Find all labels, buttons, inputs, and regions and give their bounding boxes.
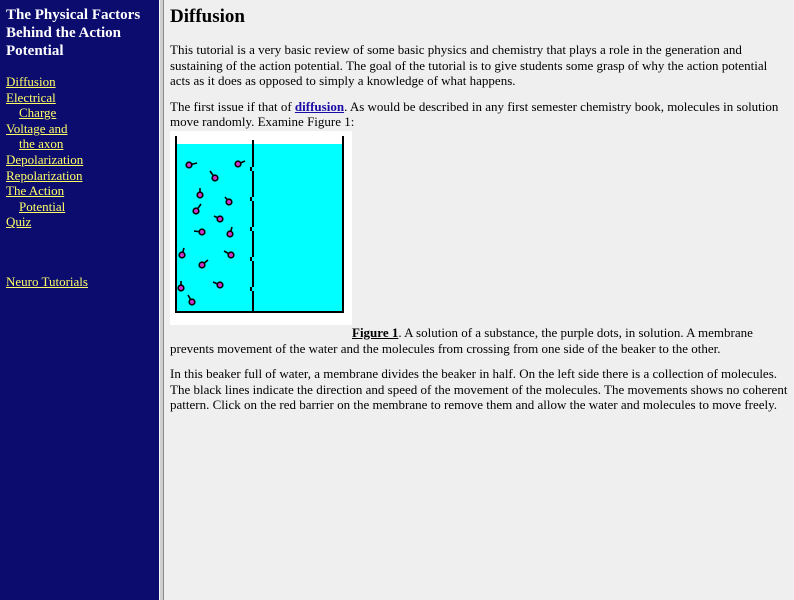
- nav-link-quiz[interactable]: [6, 214, 155, 230]
- molecule: [189, 299, 195, 305]
- main-content: [170, 6, 790, 423]
- first-issue-text-cont: . As would be described in any first semester chemistry book, molecules in solution move randomly. Examine Figure 1:: [170, 98, 779, 130]
- diffusion-link[interactable]: diffusion: [294, 98, 345, 114]
- figure-caption-text: . A solution of a substance, the purple dots, in solution. A membrane prevents movement of the water and the molecules from crossing from one side of the beaker to the other.: [170, 324, 753, 356]
- figure-label: Figure 1: [352, 324, 399, 340]
- figure-1: [170, 131, 790, 325]
- molecule: [197, 192, 203, 198]
- nav-link-voltage-axon[interactable]: [6, 121, 155, 152]
- molecule: [199, 262, 205, 268]
- first-issue-text: The first issue if that of: [170, 98, 295, 114]
- water: [176, 144, 343, 312]
- nav-link-label: Quiz: [6, 214, 32, 230]
- molecule: [227, 231, 233, 237]
- molecule: [178, 285, 184, 291]
- molecule: [186, 162, 192, 168]
- molecule: [212, 175, 218, 181]
- page-title: Diffusion: [170, 6, 245, 27]
- nav-link-label: Repolarization: [6, 167, 83, 183]
- nav-link-repolarization[interactable]: [6, 168, 155, 184]
- nav-spacer: [6, 230, 155, 274]
- nav-link-label: Electrical: [6, 89, 56, 105]
- intro-paragraph: This tutorial is a very basic review of some basic physics and chemistry that plays a role in the generation and sustaining of the action potential. The goal of the tutorial is to give students some grasp of why the action potential acts as it does as opposed to simply a knowledge of what happens.: [170, 42, 768, 89]
- nav-link-neuro-tutorials[interactable]: [6, 274, 155, 290]
- nav-link-label: Diffusion: [6, 74, 56, 89]
- molecule: [228, 252, 234, 258]
- molecule: [235, 161, 241, 167]
- nav-link-electrical-charge[interactable]: [6, 90, 155, 121]
- molecule: [226, 199, 232, 205]
- molecule: [199, 229, 205, 235]
- figure-caption: [170, 325, 790, 356]
- nav-link-label-cont: Potential: [19, 198, 66, 214]
- molecule: [217, 216, 223, 222]
- nav-link-depolarization[interactable]: [6, 152, 155, 168]
- nav-link-label: Depolarization: [6, 151, 84, 167]
- nav-link-label: The Action: [6, 183, 65, 199]
- molecule: [179, 252, 185, 258]
- beaker-diagram[interactable]: [170, 131, 352, 325]
- sidebar: [0, 0, 159, 600]
- nav-link-label-cont: the axon: [19, 136, 64, 152]
- nav-link-label: Voltage and: [6, 120, 68, 136]
- explanation-paragraph: In this beaker full of water, a membrane divides the beaker in half. On the left side there is a collection of molecules. The black lines indicate the direction and speed of the movement of the molecules. The movements shows no coherent pattern. Click on the red barrier on the membrane to remove them and allow the water and molecules to move freely.: [170, 366, 788, 413]
- molecule: [217, 282, 223, 288]
- frame-divider[interactable]: [159, 0, 164, 600]
- nav-link-label: Neuro Tutorials: [6, 273, 88, 289]
- first-issue-paragraph: [170, 99, 790, 130]
- nav-link-label-cont: Charge: [19, 105, 57, 121]
- nav-link-diffusion[interactable]: [6, 74, 155, 90]
- sidebar-title: The Physical Factors Behind the Action Potential: [6, 7, 141, 59]
- nav-link-action-potential[interactable]: [6, 183, 155, 214]
- molecule: [193, 208, 199, 214]
